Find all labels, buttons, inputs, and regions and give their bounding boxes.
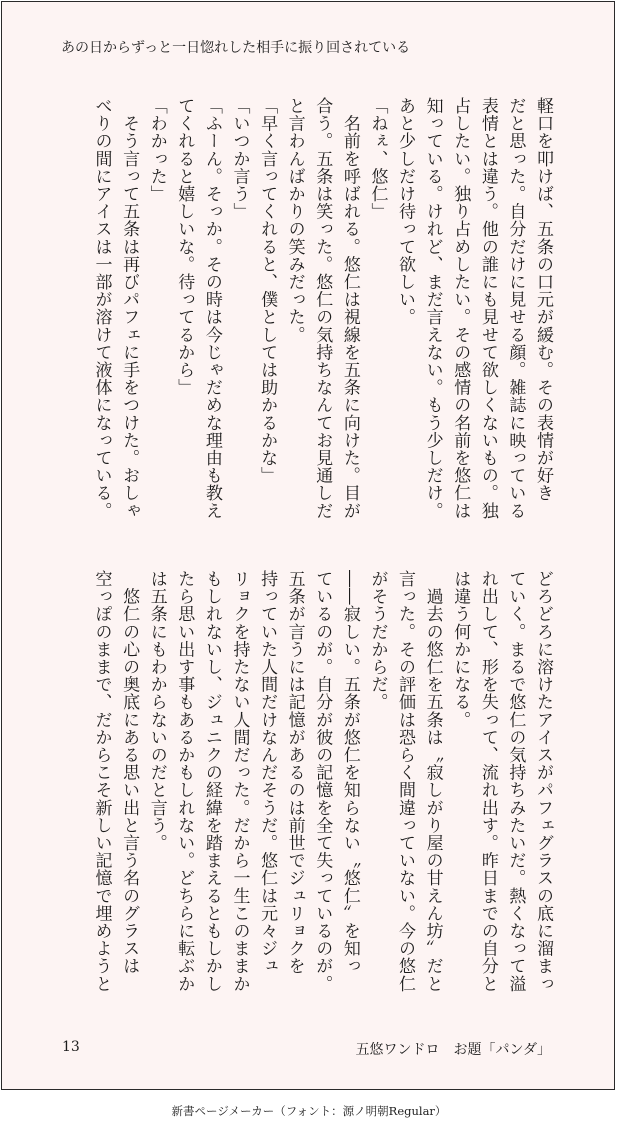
- page-number: 13: [62, 1039, 80, 1055]
- book-page: [1, 1, 615, 1090]
- footer-book-title: 五悠ワンドロ お題「パンダ」: [355, 1042, 551, 1058]
- generator-caption: 新書ページメーカー（フォント：源ノ明朝Regular）: [171, 1104, 447, 1118]
- body-text-upper: 軽口を叩けば、五条の口元が緩む。その表情が好き だと思った。自分だけに見せる顔。雑誌に映っている 表情とは違う。他の誰にも見せて欲しくないもの。独 占したい。独り占めしたい。その感情の名前を悠仁は 知っている。けれど、まだ言えない。もう少しだけ。 あと少しだけ待って欲しい。 「ねぇ、悠仁」 名前を呼ばれる。悠仁は視線を五条に向けた。目が 合う。五条は笑った。悠仁の気持ちなんてお見通しだ と言わんばかりの笑みだった。 「早く言ってくれると、僕としては助かるかな」 「いつか言う」 「ふーん。そっか。その時は今じゃだめな理由も教え てくれると嬉しいな。待ってるから」 「わかった」 そう言って五条は再びパフェに手をつけた。おしゃ べりの間にアイスは一部が溶けて液体になっている。: [91, 97, 553, 520]
- body-text-lower: どろどろに溶けたアイスがパフェグラスの底に溜まっ ていく。まるで悠仁の気持ちみたいだ。熱くなって溢 れ出して、形を失って、流れ出す。昨日までの自分と は違う何かになる。 過去の悠仁を五条は〝寂しがり屋の甘えん坊〟だと 言った。その評価は恐らく間違っていない。今の悠仁 がそうだからだ。 ――寂しい。五条が悠仁を知らない〝悠仁〟を知っ ているのが。自分が彼の記憶を全て失っているのが。 五条が言うには記憶があるのは前世でジュリョクを 持っていた人間だけなんだそうだ。悠仁は元々ジュ リョクを持たない人間だった。だから一生このままか もしれないし、ジュニクの経緯を踏まえるともしかし たら思い出す事もあるかもしれない。どちらに転ぶか は五条にもわからないのだと言う。 悠仁の心の奥底にある思い出と言う名のグラスは 空っぽのままで、だからこそ新しい記憶で埋めようと: [91, 570, 553, 993]
- running-header: あの日からずっと一日惚れした相手に振り回されている: [61, 40, 411, 56]
